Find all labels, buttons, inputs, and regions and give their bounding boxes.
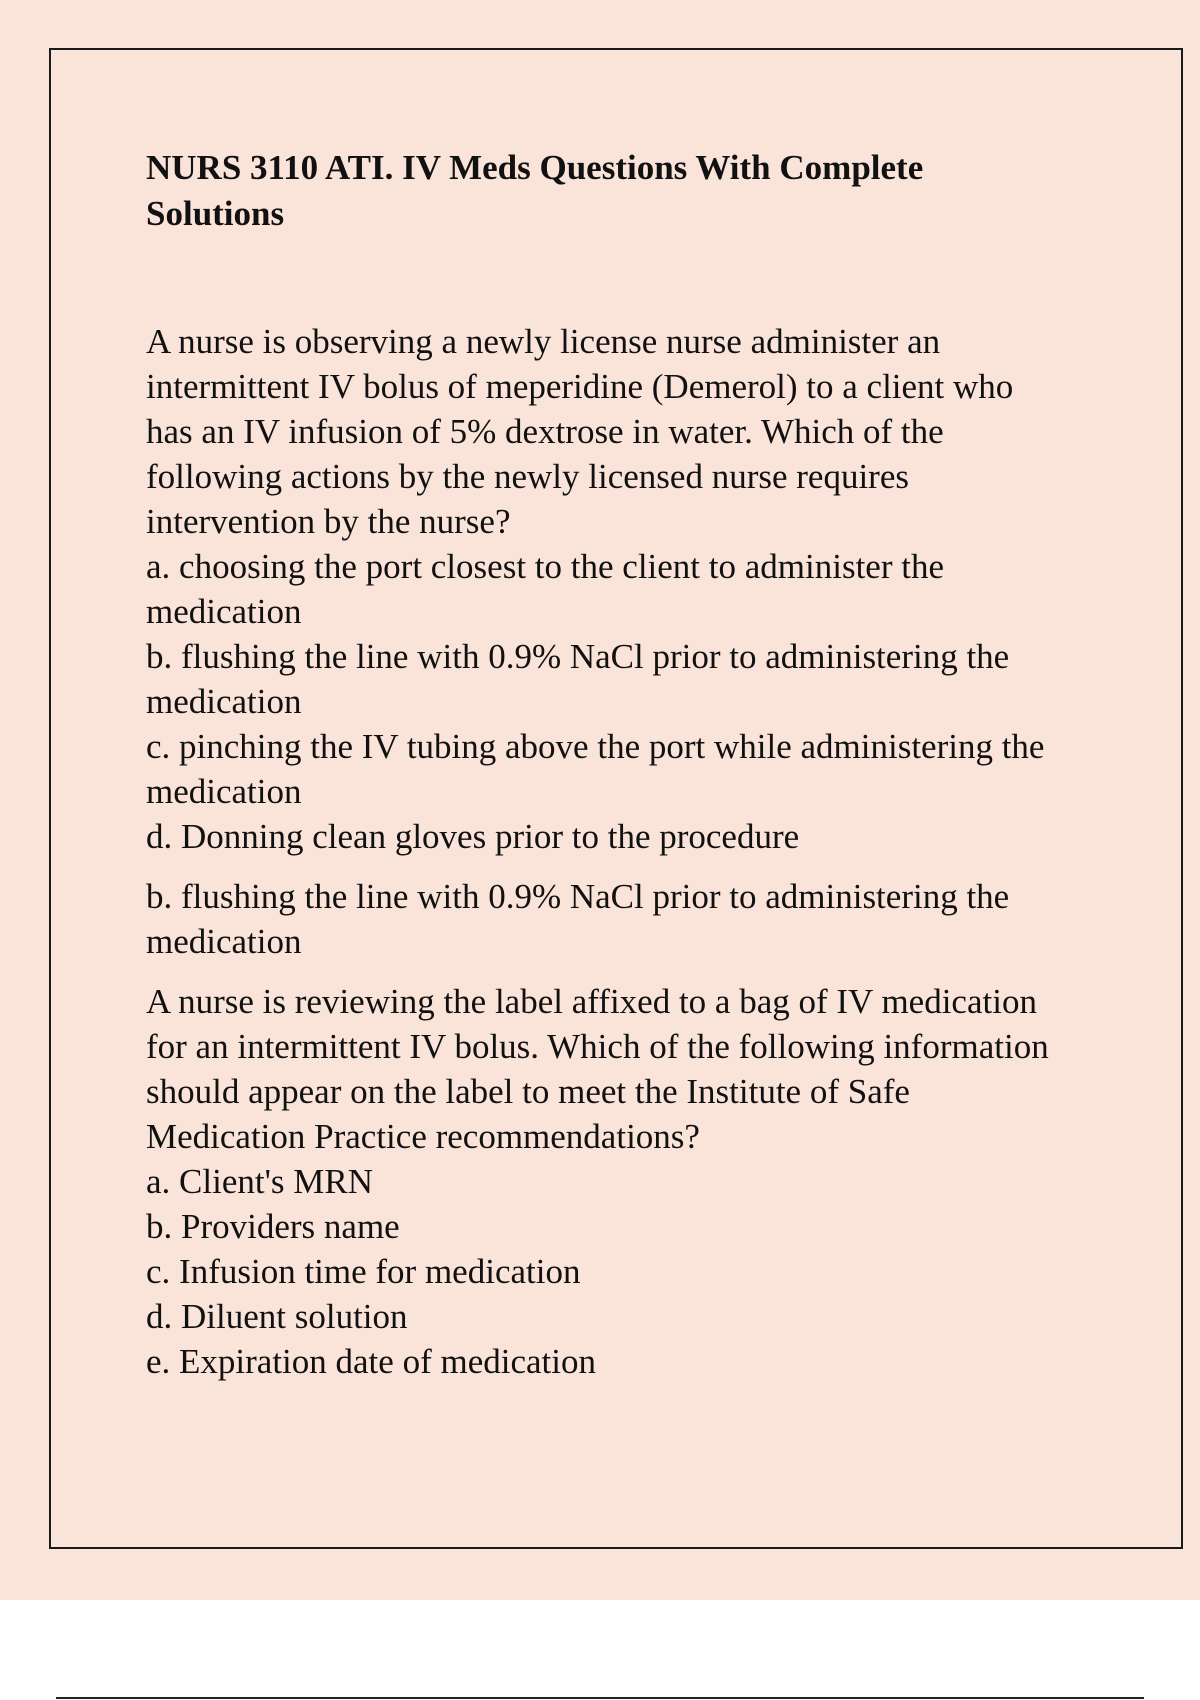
question-1 xyxy=(146,319,1106,859)
footer-divider xyxy=(56,1697,1144,1699)
document-content xyxy=(146,145,1106,1384)
stem-line: following actions by the newly licensed nurse requires xyxy=(146,457,909,496)
question-2-option-e xyxy=(146,1339,1106,1384)
question-2 xyxy=(146,979,1106,1384)
answer-line: b. flushing the line with 0.9% NaCl prior to administering the xyxy=(146,877,1010,916)
option-line: e. Expiration date of medication xyxy=(146,1342,596,1381)
question-1-option-a xyxy=(146,544,1106,634)
title-line: NURS 3110 ATI. IV Meds Questions With Complete xyxy=(146,148,924,187)
option-line: medication xyxy=(146,772,302,811)
option-line: d. Donning clean gloves prior to the procedure xyxy=(146,817,800,856)
option-line: c. Infusion time for medication xyxy=(146,1252,581,1291)
option-line: a. Client's MRN xyxy=(146,1162,374,1201)
question-1-stem xyxy=(146,319,1106,544)
question-1-option-b xyxy=(146,634,1106,724)
option-line: medication xyxy=(146,682,302,721)
option-line: b. Providers name xyxy=(146,1207,400,1246)
stem-line: A nurse is reviewing the label affixed to a bag of IV medication xyxy=(146,982,1037,1021)
question-2-stem xyxy=(146,979,1106,1159)
answer-line: medication xyxy=(146,922,302,961)
question-1-option-c xyxy=(146,724,1106,814)
stem-line: should appear on the label to meet the Institute of Safe xyxy=(146,1072,910,1111)
stem-line: intermittent IV bolus of meperidine (Demerol) to a client who xyxy=(146,367,1014,406)
question-2-option-c xyxy=(146,1249,1106,1294)
question-2-option-a xyxy=(146,1159,1106,1204)
stem-line: has an IV infusion of 5% dextrose in water. Which of the xyxy=(146,412,944,451)
stem-line: A nurse is observing a newly license nurse administer an xyxy=(146,322,941,361)
option-line: medication xyxy=(146,592,302,631)
option-line: c. pinching the IV tubing above the port while administering the xyxy=(146,727,1045,766)
option-line: b. flushing the line with 0.9% NaCl prior to administering the xyxy=(146,637,1010,676)
option-line: a. choosing the port closest to the client to administer the xyxy=(146,547,945,586)
document-title xyxy=(146,145,1106,237)
option-line: d. Diluent solution xyxy=(146,1297,408,1336)
stem-line: intervention by the nurse? xyxy=(146,502,511,541)
title-line: Solutions xyxy=(146,194,285,233)
stem-line: for an intermittent IV bolus. Which of the following information xyxy=(146,1027,1049,1066)
question-1-option-d xyxy=(146,814,1106,859)
question-1-answer xyxy=(146,874,1106,964)
question-2-option-b xyxy=(146,1204,1106,1249)
question-2-option-d xyxy=(146,1294,1106,1339)
stem-line: Medication Practice recommendations? xyxy=(146,1117,700,1156)
